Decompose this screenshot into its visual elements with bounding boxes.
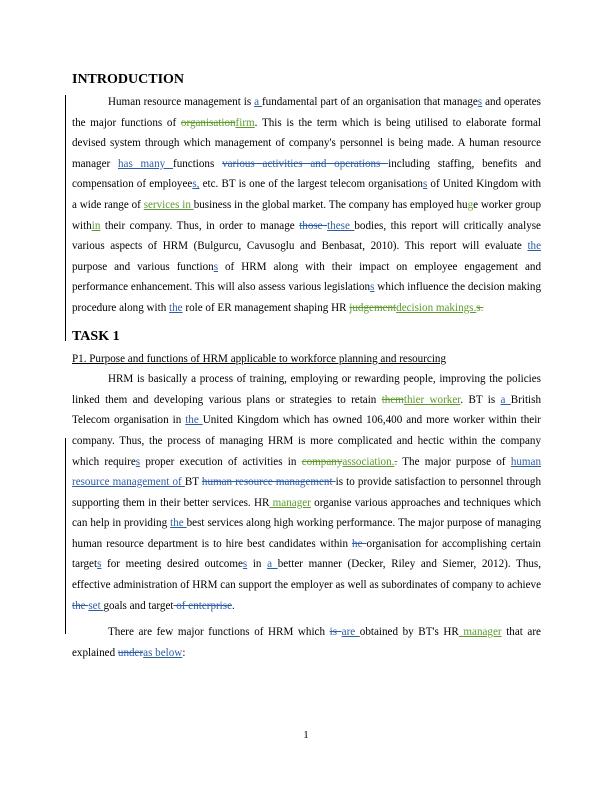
tracked-deletion: of enterprise: [173, 599, 233, 612]
tracked-deletion: judgement: [349, 301, 397, 314]
tracked-insertion: s: [213, 260, 219, 273]
tracked-insertion: g: [467, 198, 474, 211]
tracked-insertion: the: [527, 240, 541, 253]
tracked-insertion: firm: [235, 116, 255, 129]
tracked-deletion: various activities and operations: [222, 157, 389, 170]
tracked-deletion: under: [117, 646, 144, 659]
tracked-deletion: those: [299, 219, 328, 232]
section-heading-task-1: TASK 1: [72, 328, 120, 344]
tracked-insertion: are: [341, 626, 360, 639]
tracked-deletion: he: [352, 537, 367, 550]
tracked-deletion: them: [381, 393, 404, 406]
tracked-insertion: s,: [192, 178, 200, 191]
tracked-insertion: s: [422, 178, 428, 191]
tracked-insertion: association.: [342, 455, 395, 468]
tracked-insertion: the: [170, 517, 187, 530]
intro-paragraph: Human resource management is a fundamental part of an organisation that manages and operates the major functions of organisationfirm. This is the term which is being utilised to elaborate formal devised system through which management of company's personnel is being made. A human resource manager has many functions various activities and operations including staffing, benefits and compensation of employees, etc. BT is one of the largest telecom organisations of United Kingdom with a wide range of services in business in the global market. The company has employed huge worker group within their company. Thus, in order to manage those these bodies, this report will critically analyse various aspects of HRM (Bulgurcu, Cavusoglu and Benbasat, 2010). This report will evaluate the purpose and various functions of HRM along with their impact on employee engagement and performance enhancement. This will also assess various legislations which influence the decision making procedure along with the role of ER management shaping HR judgementdecision makings.s.: [72, 92, 541, 319]
tracked-insertion: s: [97, 558, 102, 571]
tracked-insertion: s: [477, 96, 483, 108]
tracked-deletion: company: [301, 455, 343, 468]
tracked-insertion: as below: [143, 646, 183, 659]
tracked-insertion: a: [267, 558, 278, 571]
tracked-insertion: has many: [117, 157, 173, 170]
tracked-deletion: s.: [476, 301, 484, 314]
document-page: [72, 70, 541, 663]
tracked-insertion: s: [242, 558, 248, 571]
subheading-p1: P1. Purpose and functions of HRM applicable to workforce planning and resourcing: [72, 352, 447, 365]
tracked-insertion: human resource management of: [72, 455, 542, 489]
tracked-insertion: thier worker: [403, 393, 461, 406]
tracked-deletion: is: [329, 626, 342, 639]
task1-paragraph-2: There are few major functions of HRM which is are obtained by BT's HR manager that are explained underas below:: [72, 626, 541, 659]
tracked-insertion: a: [500, 393, 511, 406]
tracked-insertion: s: [135, 455, 141, 468]
tracked-insertion: the: [185, 414, 203, 427]
tracked-insertion: s: [370, 281, 375, 294]
tracked-insertion: set: [88, 599, 104, 612]
tracked-insertion: decision makings.: [396, 301, 477, 314]
section-heading-introduction: INTRODUCTION: [72, 72, 185, 87]
task1-paragraph-1: HRM is basically a process of training, employing or rewarding people, improving the policies linked them and developing various plans or strategies to retain themthier worker. BT is a British Telecom organisation in the United Kingdom which has owned 106,400 and more worker within their company. Thus, the process of managing HRM is more complicated and hectic within the company which requires proper execution of activities in companyassociation.. The major purpose of human resource management of BT human resource management is to provide satisfaction to personnel through supporting them in their better services. HR manager organise various approaches and techniques which can help in providing the best services along high working performance. The major purpose of managing human resource department is to hire best candidates within he organisation for accomplishing certain targets for meeting desired outcomes in a better manner (Decker, Riley and Siemer, 2012). Thus, effective administration of HRM can support the employer as well as subordinates of company to achieve the set goals and target of enterprise.: [72, 369, 541, 616]
tracked-insertion: manager: [458, 626, 502, 639]
tracked-deletion: organisation: [180, 116, 236, 129]
tracked-deletion: the: [72, 599, 89, 612]
change-bar: [65, 438, 66, 634]
page-number: 1: [303, 729, 309, 741]
tracked-deletion: .: [394, 455, 398, 468]
tracked-insertion: these: [327, 219, 355, 232]
tracked-insertion: manager: [269, 496, 311, 509]
tracked-insertion: in: [91, 219, 101, 232]
tracked-insertion: services in: [143, 198, 194, 211]
tracked-insertion: the: [169, 301, 183, 314]
change-bar: [65, 95, 66, 341]
tracked-insertion: a: [254, 96, 262, 108]
tracked-deletion: human resource management: [201, 476, 336, 489]
